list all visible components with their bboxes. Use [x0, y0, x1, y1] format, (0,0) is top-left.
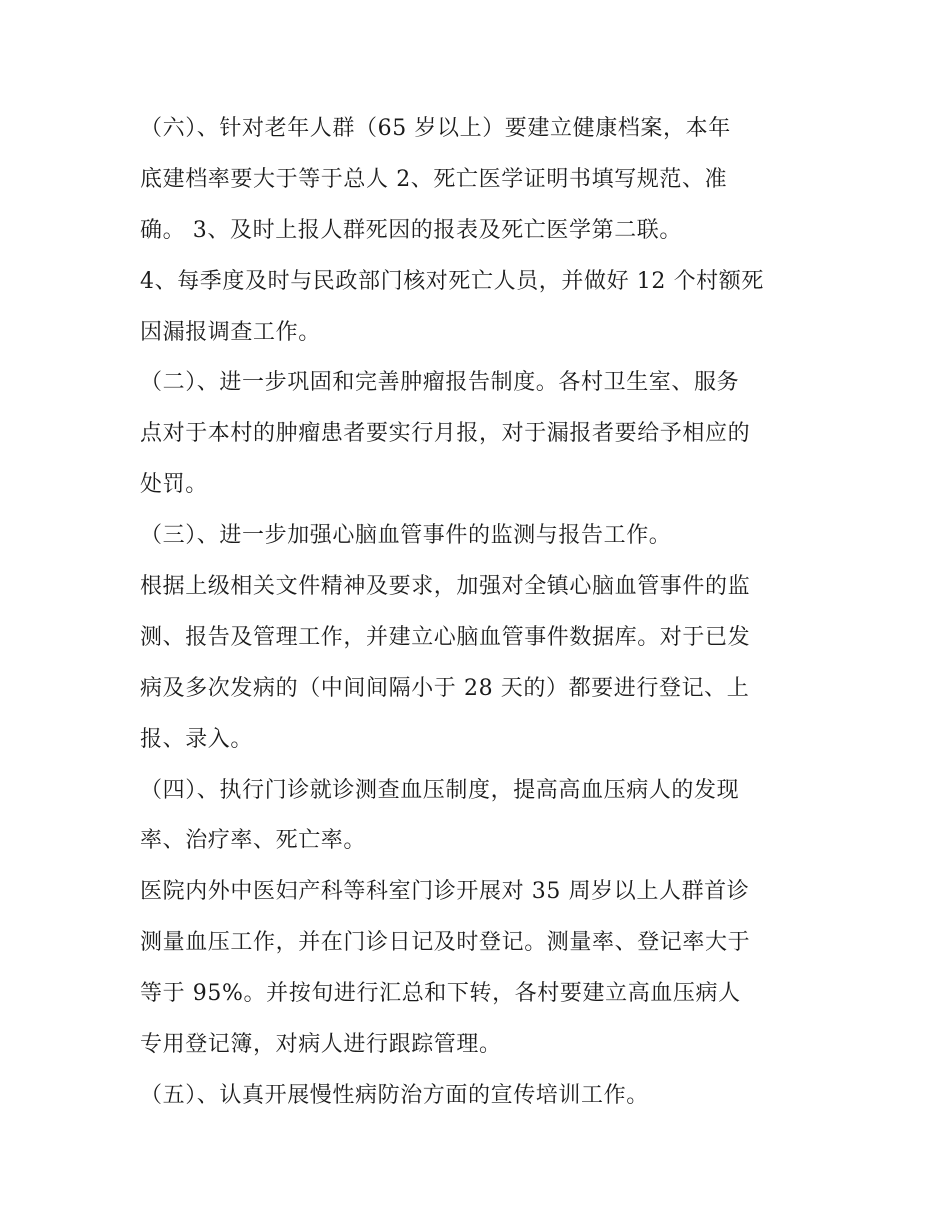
text-line: 点对于本村的肿瘤患者要实行月报，对于漏报者要给予相应的 — [140, 421, 751, 447]
text-line: 因漏报调查工作。 — [140, 319, 321, 345]
text-line: 病及多次发病的（中间间隔小于 28 天的）都要进行登记、上 — [140, 675, 750, 701]
text-line: 专用登记簿，对病人进行跟踪管理。 — [140, 1032, 502, 1058]
text-line: 4、每季度及时与民政部门核对死亡人员，并做好 12 个村额死 — [140, 268, 764, 294]
text-line: 测、报告及管理工作，并建立心脑血管事件数据库。对于已发 — [140, 624, 751, 650]
text-line: 底建档率要大于等于总人 2、死亡医学证明书填写规范、准 — [140, 166, 728, 192]
text-line: （五）、认真开展慢性病防治方面的宣传培训工作。 — [140, 1082, 649, 1108]
text-line: （四）、执行门诊就诊测查血压制度，提高高血压病人的发现 — [140, 777, 740, 803]
text-line: 报、录入。 — [140, 726, 254, 752]
text-line: 等于 95%。并按旬进行汇总和下转，各村要建立高血压病人 — [140, 981, 741, 1007]
document-body — [140, 104, 820, 1122]
text-line: 处罚。 — [140, 472, 208, 498]
text-line: 确。 3、及时上报人群死因的报表及死亡医学第二联。 — [140, 217, 682, 243]
text-line: 根据上级相关文件精神及要求，加强对全镇心脑血管事件的监 — [140, 574, 751, 600]
text-line: 测量血压工作，并在门诊日记及时登记。测量率、登记率大于 — [140, 930, 751, 956]
text-line: （六）、针对老年人群（65 岁以上）要建立健康档案，本年 — [140, 116, 731, 141]
text-line: 率、治疗率、死亡率。 — [140, 828, 367, 854]
text-line: （二）、进一步巩固和完善肿瘤报告制度。各村卫生室、服务 — [140, 370, 740, 396]
text-line: （三）、进一步加强心脑血管事件的监测与报告工作。 — [140, 523, 672, 549]
text-line: 医院内外中医妇产科等科室门诊开展对 35 周岁以上人群首诊 — [140, 879, 750, 905]
